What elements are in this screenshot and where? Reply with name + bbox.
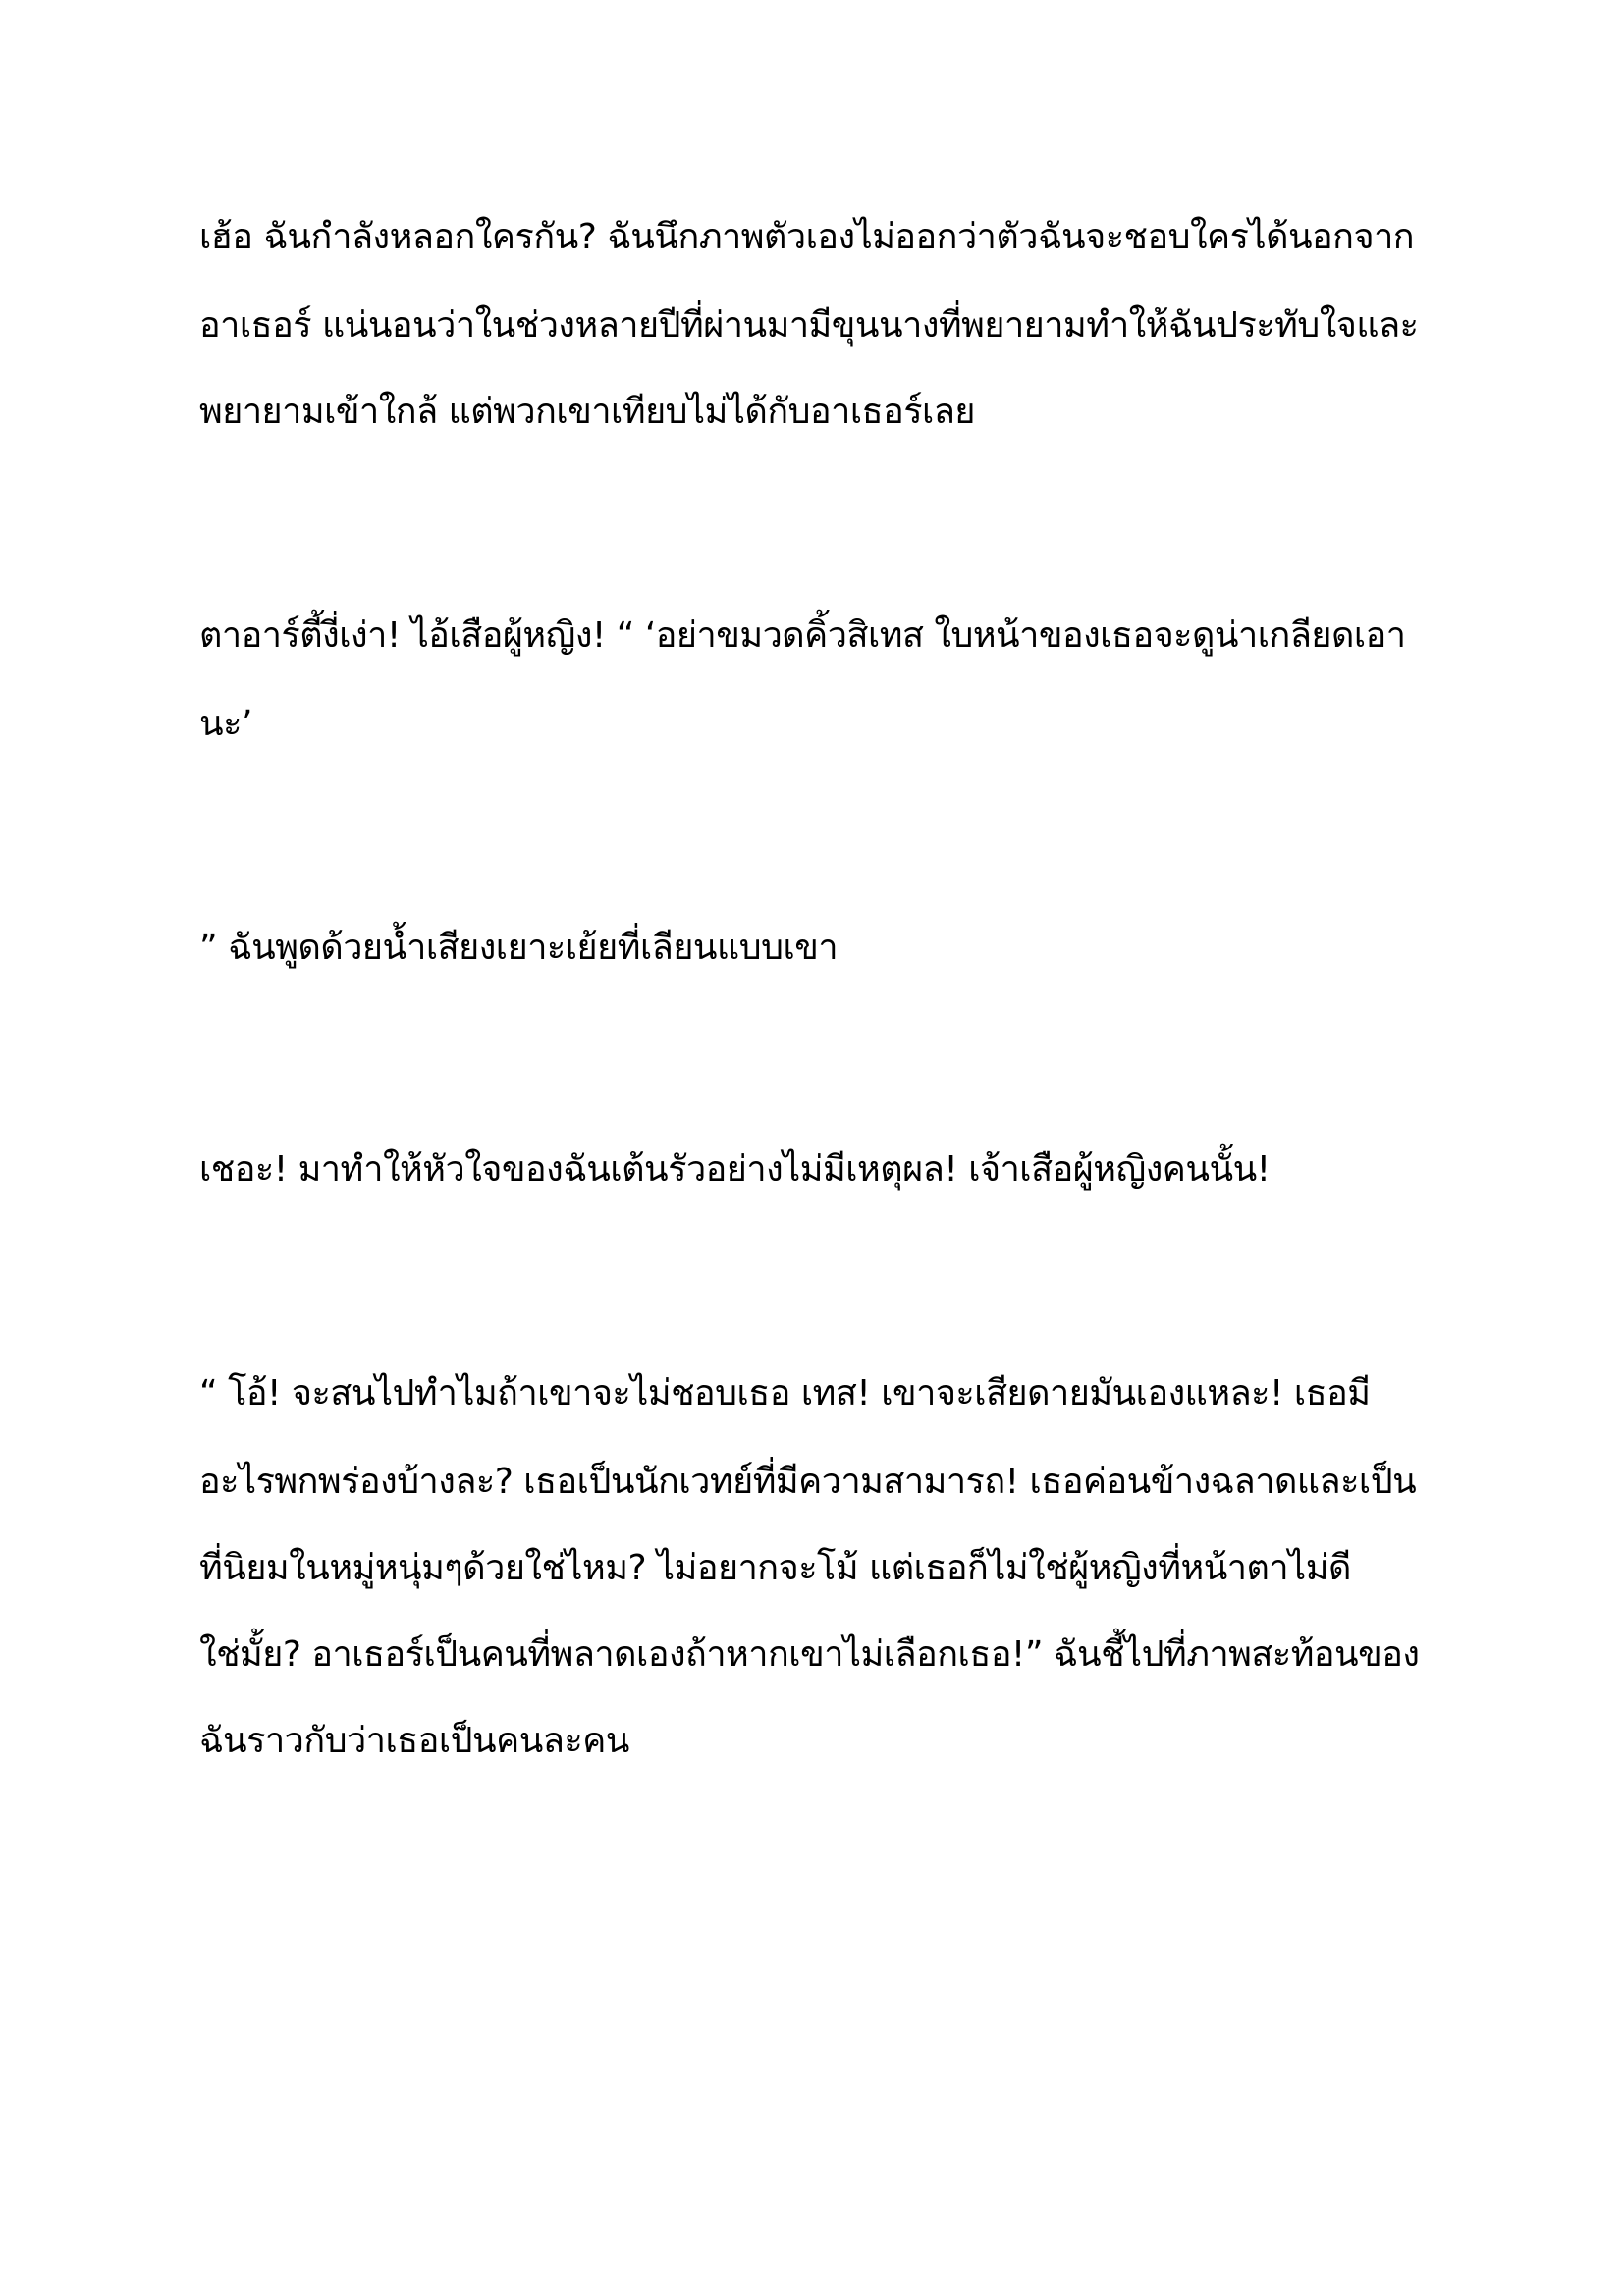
text-line: ที่นิยมในหมู่หนุ่มๆด้วยใช่ไหม? ไม่อยากจะโม้ แต่เธอก็ไม่ใช่ผู้หญิงที่หน้าตาไม่ดี — [199, 1548, 1351, 1588]
text-line: เชอะ! มาทำให้หัวใจของฉันเต้นรัวอย่างไม่มีเหตุผล! เจ้าเสือผู้หญิงคนนั้น! — [199, 1149, 1271, 1190]
text-line: เฮ้อ ฉันกำลังหลอกใครกัน? ฉันนึกภาพตัวเองไม่ออกว่าตัวฉันจะชอบใครได้นอกจาก — [199, 217, 1415, 257]
text-line: ฉันราวกับว่าเธอเป็นคนละคน — [199, 1721, 629, 1761]
text-line: ตาอาร์ตี้งี่เง่า! ไอ้เสือผู้หญิง! “ ‘อย่าขมวดคิ้วสิเทส ใบหน้าของเธอจะดูน่าเกลียดเอา — [199, 615, 1406, 656]
text-line: ” ฉันพูดด้วยน้ำเสียงเยาะเย้ยที่เลียนแบบเขา — [199, 928, 839, 968]
text-line: “ โอ้! จะสนไปทำไมถ้าเขาจะไม่ชอบเธอ เทส! เขาจะเสียดายมันเองแหละ! เธอมี — [199, 1373, 1371, 1414]
text-line: อาเธอร์ แน่นอนว่าในช่วงหลายปีที่ผ่านมามีขุนนางที่พยายามทำให้ฉันประทับใจและ — [199, 305, 1419, 346]
text-line: อะไรพกพร่องบ้างละ? เธอเป็นนักเวทย์ที่มีความสามารถ! เธอค่อนข้างฉลาดและเป็น — [199, 1462, 1417, 1502]
text-line: พยายามเข้าใกล้ แต่พวกเขาเทียบไม่ได้กับอาเธอร์เลย — [199, 392, 976, 432]
text-line: นะ’ — [199, 704, 252, 744]
text-line: ใช่มั้ย? อาเธอร์เป็นคนที่พลาดเองถ้าหากเขาไม่เลือกเธอ!” ฉันชี้ไปที่ภาพสะท้อนของ — [199, 1634, 1420, 1675]
